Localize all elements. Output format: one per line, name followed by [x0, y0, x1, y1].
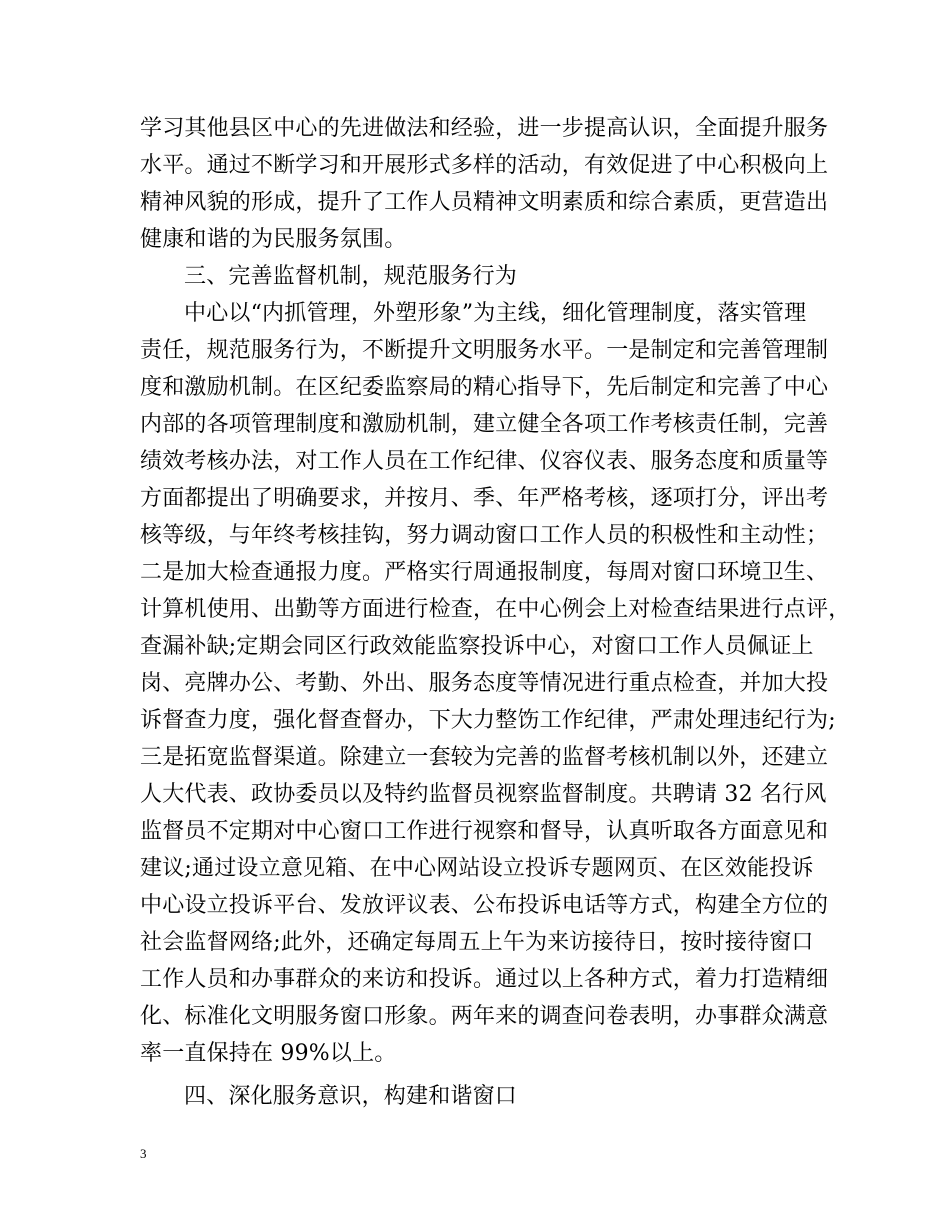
text-line: 人大代表、政协委员以及特约监督员视察监督制度。共聘请 32 名行风: [140, 782, 827, 807]
text-line: 健康和谐的为民服务氛围。: [140, 227, 407, 252]
text-line: 岗、亮牌办公、考勤、外出、服务态度等情况进行重点检查，并加大投: [140, 671, 829, 696]
text-line: 计算机使用、出勤等方面进行检查，在中心例会上对检查结果进行点评，: [140, 597, 851, 622]
text-line: 率一直保持在 99%以上。: [140, 1041, 397, 1066]
text-line: 二是加大检查通报力度。严格实行周通报制度，每周对窗口环境卫生、: [140, 560, 829, 585]
text-line: 中心以“内抓管理，外塑形象”为主线，细化管理制度，落实管理: [184, 301, 807, 326]
text-line: 社会监督网络;此外，还确定每周五上午为来访接待日，按时接待窗口: [140, 930, 814, 955]
text-line: 水平。通过不断学习和开展形式多样的活动，有效促进了中心积极向上: [140, 153, 829, 178]
section-heading-3: 三、完善监督机制，规范服务行为: [184, 264, 518, 289]
text-line: 查漏补缺;定期会同区行政效能监察投诉中心，对窗口工作人员佩证上: [140, 634, 814, 659]
text-line: 三是拓宽监督渠道。除建立一套较为完善的监督考核机制以外，还建立: [140, 745, 829, 770]
text-line: 方面都提出了明确要求，并按月、季、年严格考核，逐项打分，评出考: [140, 486, 829, 511]
page-number: 3: [140, 1146, 147, 1161]
text-line: 绩效考核办法，对工作人员在工作纪律、仪容仪表、服务态度和质量等: [140, 449, 829, 474]
text-line: 建议;通过设立意见箱、在中心网站设立投诉专题网页、在区效能投诉: [140, 856, 814, 881]
text-line: 工作人员和办事群众的来访和投诉。通过以上各种方式，着力打造精细: [140, 967, 829, 992]
section-heading-4: 四、深化服务意识，构建和谐窗口: [184, 1084, 518, 1109]
text-line: 内部的各项管理制度和激励机制，建立健全各项工作考核责任制，完善: [140, 412, 829, 437]
text-line: 度和激励机制。在区纪委监察局的精心指导下，先后制定和完善了中心: [140, 375, 829, 400]
text-line: 学习其他县区中心的先进做法和经验，进一步提高认识，全面提升服务: [140, 116, 829, 141]
text-line: 诉督查力度，强化督查督办，下大力整饬工作纪律，严肃处理违纪行为;: [140, 708, 836, 733]
text-line: 中心设立投诉平台、发放评议表、公布投诉电话等方式，构建全方位的: [140, 893, 829, 918]
text-line: 核等级，与年终考核挂钩，努力调动窗口工作人员的积极性和主动性；: [140, 523, 829, 548]
text-line: 精神风貌的形成，提升了工作人员精神文明素质和综合素质，更营造出: [140, 190, 829, 215]
text-line: 责任，规范服务行为，不断提升文明服务水平。一是制定和完善管理制: [140, 338, 829, 363]
body-text: [140, 110, 851, 1115]
text-line: 监督员不定期对中心窗口工作进行视察和督导，认真听取各方面意见和: [140, 819, 829, 844]
text-line: 化、标准化文明服务窗口形象。两年来的调查问卷表明，办事群众满意: [140, 1004, 829, 1029]
